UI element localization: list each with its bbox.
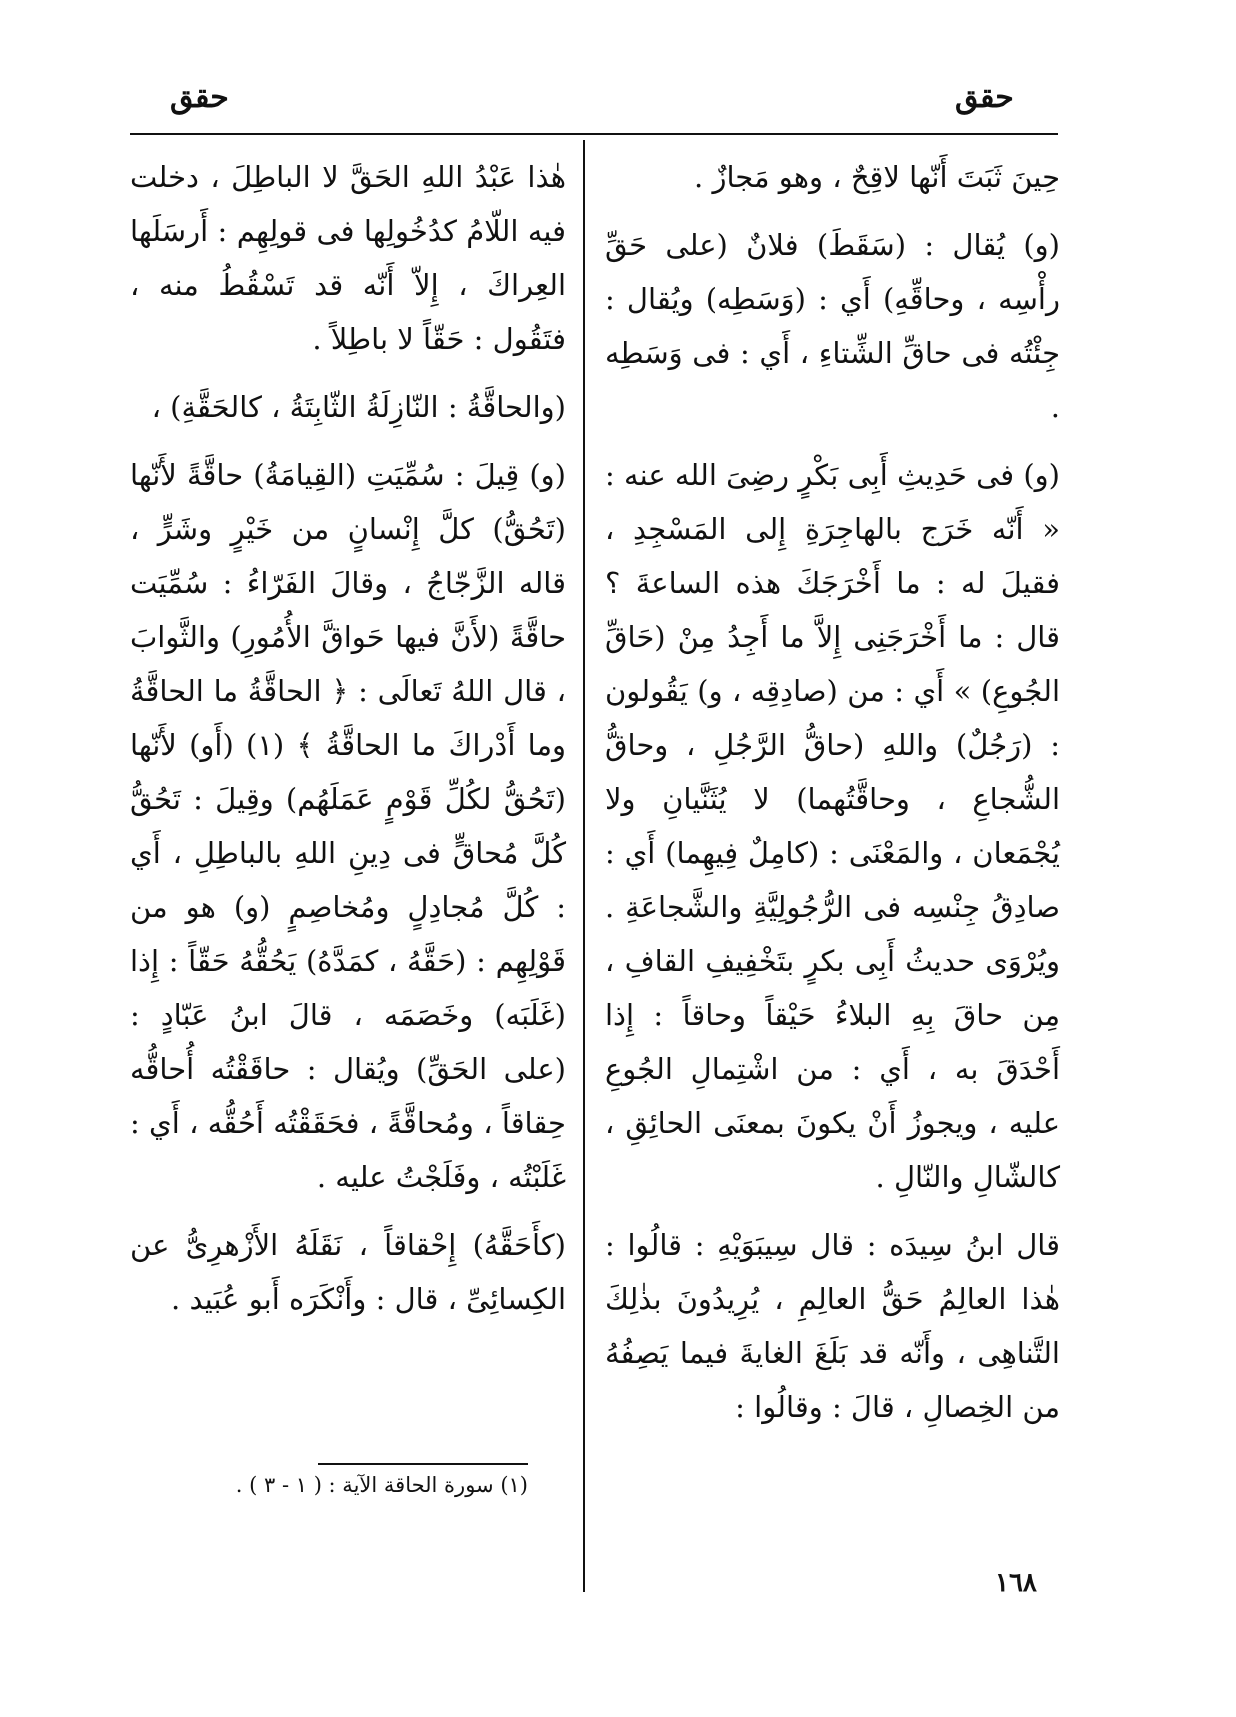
column-divider [583, 140, 585, 1592]
paragraph: حِينَ ثَبَتَ أَنّها لاقِحٌ ، وهو مَجازٌ . [694, 160, 1060, 194]
paragraph: (و) يُقال : (سَقَطَ) فلانٌ (على حَقِّ رأْسِه ، وحاقِّهِ) أَي : (وَسَطِه) ويُقال : جِئْتُه فى حاقِّ الشِّتاءِ ، أَي : فى وَسَطِه . [605, 228, 1060, 424]
paragraph: (والحاقَّةُ : النّازِلَةُ الثّابِتَةُ ، كالحَقَّةِ) ، [151, 390, 566, 424]
paragraph: هٰذا عَبْدُ اللهِ الحَقَّ لا الباطِلَ ، دخلت فيه اللّامُ كدُخُولِها فى قولِهِم : أَرسَلَها العِراكَ ، إِلاّ أَنّه قد تَسْقُطُ منه ، فتَقُول : حَقّاً لا باطِلاً . [130, 160, 566, 356]
paragraph: (و) فى حَدِيثِ أَبِى بَكْرٍ رضِىَ الله عنه : « أَنّه خَرَج بالهاجِرَةِ إِلى المَسْجِدِ ، فقيلَ له : ما أَخْرَجَكَ هذه الساعةَ ؟ قال : ما أَخْرَجَنِى إِلاَّ ما أَجِدُ مِنْ (حَاقِّ الجُوعِ) » أَي : من (صادِقِه ، و) يَقُولون : (رَجُلٌ) واللهِ (حاقُّ الرَّجُلِ ، وحاقُّ الشُّجاعِ ، وحاقَّتُهما) لا يُثَنَّيانِ ولا يُجْمَعان ، والمَعْنَى : (كامِلٌ فِيهِما) أَي : صادِقُ جِنْسِه فى الرُّجُولِيَّةِ والشَّجاعَةِ . ويُرْوَى حديثُ أَبِى بكرٍ بتَخْفِيفِ القافِ ، مِن حاقَ بِهِ البلاءُ حَيْقاً وحاقاً : إِذا أَحْدَقَ به ، أَي : من اشْتِمالِ الجُوعِ عليه ، ويجوزُ أَنْ يكونَ بمعنَى الحائِقِ ، كالشّالِ والنّالِ . [605, 458, 1060, 1194]
paragraph: قال ابنُ سِيدَه : قال سِيبَوَيْهِ : قالُوا : هٰذا العالِمُ حَقُّ العالِمِ ، يُرِيدُونَ بذٰلِكَ التَّناهِى ، وأَنّه قد بَلَغَ الغايةَ فيما يَصِفُهُ من الخِصالِ ، قالَ : وقالُوا : [605, 1228, 1060, 1424]
paragraph: (كأَحَقَّهُ) إِحْقاقاً ، نَقَلَهُ الأَزْهرِىُّ عن الكِسائِىِّ ، قال : وأَنْكَرَه أَبو عُبَيد . [130, 1228, 566, 1316]
running-header-left: حقق [170, 80, 229, 115]
header-rule [130, 133, 1058, 135]
right-column [605, 150, 1060, 1448]
left-column [130, 150, 566, 1340]
footnote-rule [318, 1463, 528, 1465]
footnote: (١) سورة الحاقة الآية : ( ١ - ٣ ) . [235, 1473, 528, 1497]
running-header-right: حقق [955, 80, 1014, 115]
page-number: ١٦٨ [995, 1568, 1037, 1598]
paragraph: (و) قِيلَ : سُمِّيَتِ (القِيامَةُ) حاقَّةً لأَنّها (تَحُقُّ) كلَّ إِنْسانٍ من خَيْرٍ وشَرٍّ ، قاله الزَّجّاجُ ، وقالَ الفَرّاءُ : سُمِّيَت حاقَّةً (لأَنَّ فيها حَواقَّ الأُمُورِ) والثَّوابَ ، قال اللهُ تَعالَى : ﴿ الحاقَّةُ ما الحاقَّةُ وما أَدْراكَ ما الحاقَّةُ ﴾ (١) (أَو) لأَنّها (تَحُقُّ لكُلِّ قَوْمٍ عَمَلَهُم) وقِيلَ : تَحُقُّ كُلَّ مُحاقٍّ فى دِينِ اللهِ بالباطِلِ ، أَي : كُلَّ مُجادِلٍ ومُخاصِمٍ (و) هو من قَوْلِهِم : (حَقَّهُ ، كمَدَّهُ) يَحُقُّهُ حَقّاً : إِذا (غَلَبَه) وخَصَمَه ، قالَ ابنُ عَبّادٍ : (على الحَقِّ) ويُقال : حاقَقْتُه أُحاقُّه حِقاقاً ، ومُحاقَّةً ، فحَقَقْتُه أَحُقُّه ، أَي : غَلَبْتُه ، وفَلَجْتُ عليه . [130, 458, 566, 1194]
